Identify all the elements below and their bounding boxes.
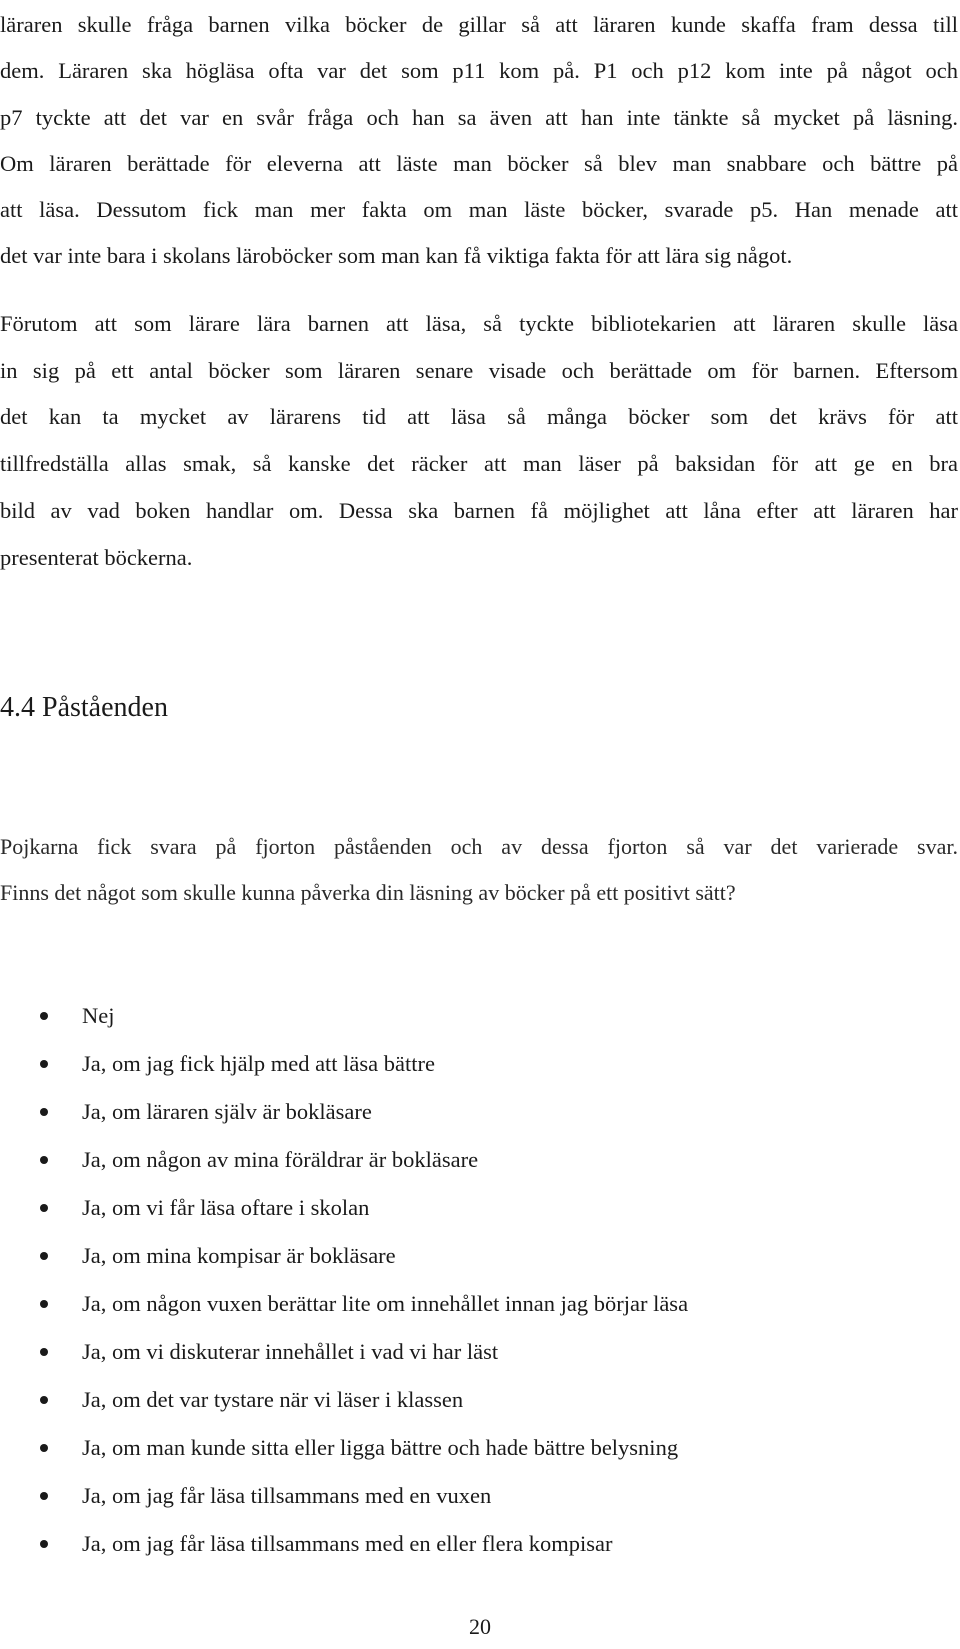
intro-paragraph	[0, 824, 958, 916]
list-item-text: Ja, om jag får läsa tillsammans med en eller flera kompisar	[82, 1531, 613, 1556]
list-item-text: Ja, om någon vuxen berättar lite om innehållet innan jag börjar läsa	[82, 1291, 689, 1316]
list-item-text: Ja, om någon av mina föräldrar är bokläsare	[82, 1147, 479, 1172]
list-item-text: Ja, om vi diskuterar innehållet i vad vi har läst	[82, 1339, 499, 1364]
list-item-text: Ja, om det var tystare när vi läser i klassen	[82, 1387, 464, 1412]
paragraph-line: att läsa. Dessutom fick man mer fakta om man läste böcker, svarade p5. Han menade att	[0, 197, 958, 223]
intro-line: Finns det något som skulle kunna påverka din läsning av böcker på ett positivt sätt?	[0, 880, 736, 905]
bullet-icon	[40, 1012, 48, 1020]
paragraph-line: p7 tyckte att det var en svår fråga och han sa även att han inte tänkte så mycket på läsning.	[0, 104, 958, 130]
bullet-icon	[40, 1108, 48, 1116]
paragraph-line: tillfredställa allas smak, så kanske det räcker att man läser på baksidan för att ge en bra	[0, 451, 958, 477]
paragraph-line: Om läraren berättade för eleverna att läste man böcker så blev man snabbare och bättre på	[0, 150, 958, 176]
bullet-icon	[40, 1204, 48, 1212]
list-item	[0, 1040, 958, 1088]
bullet-icon	[40, 1156, 48, 1164]
list-item-text: Ja, om läraren själv är bokläsare	[82, 1099, 372, 1124]
list-item-text: Ja, om man kunde sitta eller ligga bättre och hade bättre belysning	[82, 1435, 679, 1460]
body-paragraph-1	[0, 2, 958, 280]
list-item	[0, 1328, 958, 1376]
paragraph-line: dem. Läraren ska högläsa ofta var det som p11 kom på. P1 och p12 kom inte på något och	[0, 58, 958, 84]
paragraph-line: läraren skulle fråga barnen vilka böcker de gillar så att läraren kunde skaffa fram dessa till	[0, 12, 958, 37]
page-number: 20	[469, 1614, 491, 1639]
list-item	[0, 1136, 958, 1184]
list-item	[0, 1376, 958, 1424]
list-item	[0, 1232, 958, 1280]
paragraph-line: det kan ta mycket av lärarens tid att läsa så många böcker som det krävs för att	[0, 404, 958, 430]
list-item-text: Ja, om vi får läsa oftare i skolan	[82, 1195, 370, 1220]
list-item	[0, 1088, 958, 1136]
list-item	[0, 1424, 958, 1472]
paragraph-line: Förutom att som lärare lära barnen att läsa, så tyckte bibliotekarien att läraren skulle läsa	[0, 311, 958, 336]
list-item	[0, 1520, 958, 1568]
intro-line: Pojkarna fick svara på fjorton påståenden och av dessa fjorton så var det varierade svar.	[0, 834, 958, 859]
bullet-icon	[40, 1396, 48, 1404]
bullet-icon	[40, 1492, 48, 1500]
bullet-icon	[40, 1348, 48, 1356]
list-item	[0, 992, 958, 1040]
list-item-text: Ja, om mina kompisar är bokläsare	[82, 1243, 396, 1268]
list-item	[0, 1280, 958, 1328]
bullet-icon	[40, 1540, 48, 1548]
bullet-icon	[40, 1252, 48, 1260]
section-heading: 4.4 Påståenden	[0, 692, 168, 723]
body-paragraph-2	[0, 301, 958, 581]
paragraph-line: bild av vad boken handlar om. Dessa ska barnen få möjlighet att låna efter att läraren har	[0, 497, 958, 523]
bullet-icon	[40, 1300, 48, 1308]
paragraph-line: in sig på ett antal böcker som läraren senare visade och berättade om för barnen. Eftersom	[0, 357, 958, 383]
list-item	[0, 1184, 958, 1232]
list-item	[0, 1472, 958, 1520]
paragraph-line: det var inte bara i skolans läroböcker som man kan få viktiga fakta för att lära sig något.	[0, 243, 793, 269]
list-item-text: Nej	[82, 1003, 115, 1028]
list-item-text: Ja, om jag får läsa tillsammans med en vuxen	[82, 1483, 492, 1508]
list-item-text: Ja, om jag fick hjälp med att läsa bättre	[82, 1051, 436, 1076]
paragraph-line: presenterat böckerna.	[0, 544, 193, 570]
bullet-icon	[40, 1444, 48, 1452]
bullet-icon	[40, 1060, 48, 1068]
answer-list	[0, 992, 958, 1568]
